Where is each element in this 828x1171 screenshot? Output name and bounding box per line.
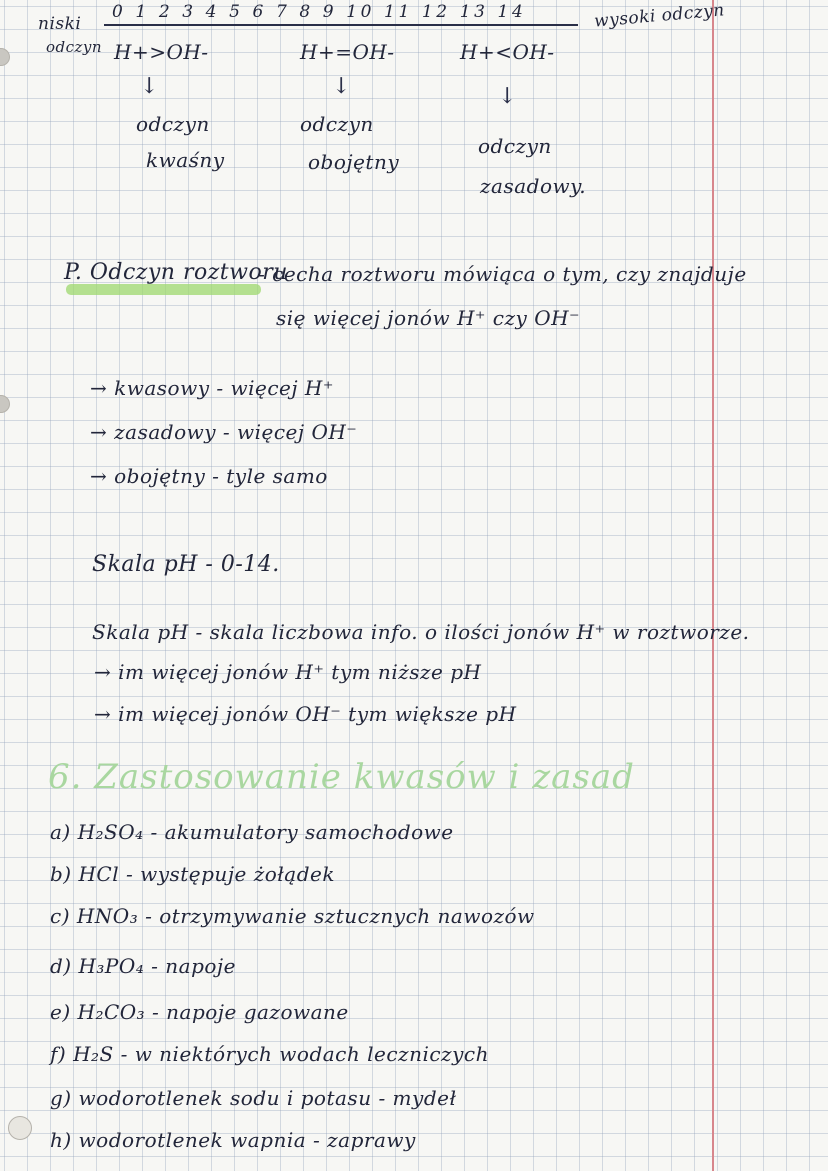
ph-rule-h: → im więcej jonów H⁺ tym niższe pH <box>94 660 482 684</box>
use-item: h) wodorotlenek wapnia - zaprawy <box>50 1128 416 1152</box>
type-acidic: → kwasowy - więcej H⁺ <box>90 376 334 400</box>
definition-line-2: się więcej jonów H⁺ czy OH⁻ <box>276 306 581 330</box>
ph-scale-range: Skala pH - 0-14. <box>92 552 280 577</box>
formula-acid: H+>OH- <box>114 40 209 64</box>
base-label-1: odczyn <box>478 134 552 158</box>
acid-label-1: odczyn <box>136 112 210 136</box>
scale-numbers: 0 1 2 3 4 5 6 7 8 9 10 11 12 13 14 <box>112 2 527 22</box>
use-item: d) H₃PO₄ - napoje <box>50 954 236 978</box>
formula-base: H+<OH- <box>460 40 555 64</box>
arrow-down-icon: ↓ <box>140 74 159 99</box>
arrow-down-icon: ↓ <box>498 84 517 109</box>
type-neutral: → obojętny - tyle samo <box>90 464 328 488</box>
use-item: c) HNO₃ - otrzymywanie sztucznych nawozów <box>50 904 535 928</box>
use-item: b) HCl - występuje żołądek <box>50 862 335 886</box>
low-label: niski <box>38 14 82 34</box>
low-label-2: odczyn <box>46 38 103 56</box>
use-item: g) wodorotlenek sodu i potasu - mydeł <box>50 1086 457 1110</box>
arrow-down-icon: ↓ <box>332 74 351 99</box>
punch-hole <box>8 1116 32 1140</box>
formula-neutral: H+=OH- <box>300 40 395 64</box>
highlight-marker <box>66 284 261 295</box>
ph-rule-oh: → im więcej jonów OH⁻ tym większe pH <box>94 702 517 726</box>
use-item: e) H₂CO₃ - napoje gazowane <box>50 1000 349 1024</box>
definition-text: - cecha roztworu mówiąca o tym, czy znajduje <box>258 262 747 286</box>
punch-hole <box>0 48 10 66</box>
use-item: f) H₂S - w niektórych wodach leczniczych <box>50 1042 489 1066</box>
margin-line <box>712 0 714 1171</box>
neutral-label-2: obojętny <box>308 150 400 174</box>
ph-scale-definition: Skala pH - skala liczbowa info. o ilości jonów H⁺ w roztworze. <box>92 620 750 644</box>
base-label-2: zasadowy. <box>480 174 587 198</box>
punch-hole <box>0 395 10 413</box>
type-basic: → zasadowy - więcej OH⁻ <box>90 420 358 444</box>
use-item: a) H₂SO₄ - akumulatory samochodowe <box>50 820 454 844</box>
high-label: wysoki odczyn <box>593 0 726 32</box>
acid-label-2: kwaśny <box>146 148 225 172</box>
scale-line <box>104 24 578 26</box>
section-heading: 6. Zastosowanie kwasów i zasad <box>48 757 635 797</box>
definition-term: P. Odczyn roztworu <box>64 260 288 285</box>
neutral-label-1: odczyn <box>300 112 374 136</box>
